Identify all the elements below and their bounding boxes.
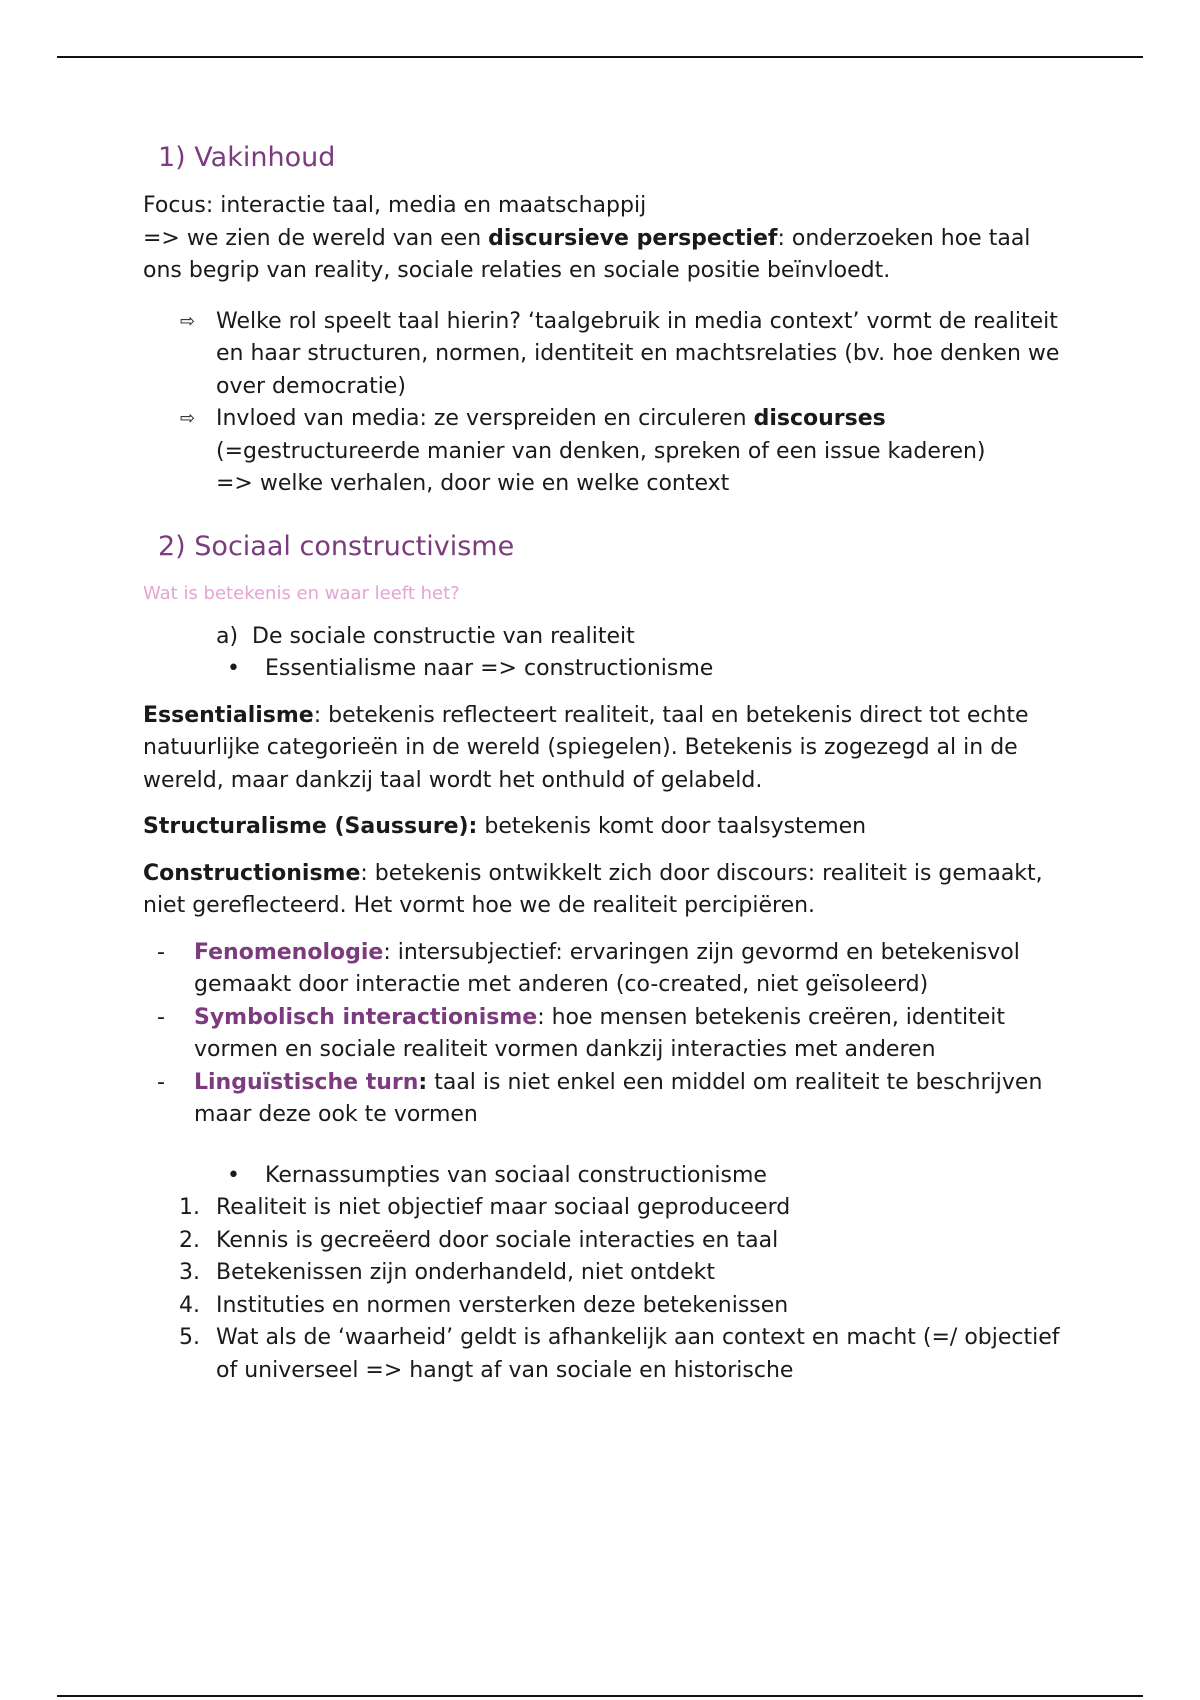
section-heading-sociaal-constructivisme: 2) Sociaal constructivisme: [158, 530, 515, 562]
bullet-icon: •: [227, 1162, 240, 1188]
numbered-item: 1. Realiteit is niet objectief maar sociaal geproduceerd: [179, 1195, 791, 1220]
term-fenomenologie: Fenomenologie: [194, 939, 384, 965]
dash-marker: -: [157, 1004, 165, 1030]
alpha-list-item: a) De sociale constructie van realiteit: [216, 623, 635, 649]
numbered-item: 3. Betekenissen zijn onderhandeld, niet ontdekt: [179, 1260, 716, 1285]
term-symbolisch-interactionisme: Symbolisch interactionisme: [194, 1004, 538, 1030]
dash-item-symbolisch-interactionisme: - Symbolisch interactionisme: hoe mensen betekenis creëren, identiteit vormen en sociale realiteit vormen dankzij interacties met anderen: [143, 1002, 1063, 1067]
section-subtitle: Wat is betekenis en waar leeft het?: [143, 582, 460, 604]
bullet-icon: •: [227, 656, 240, 681]
focus-line: Focus: interactie taal, media en maatschappij: [143, 193, 647, 218]
term-constructionisme: Constructionisme: [143, 860, 361, 886]
footer-rule: [57, 1695, 1143, 1697]
term-linguistische-turn: Linguïstische turn: [194, 1069, 419, 1095]
dash-item-fenomenologie: - Fenomenologie: intersubjectief: ervaringen zijn gevormd en betekenisvol gemaakt door interactie met anderen (co-created, niet geïsoleerd): [143, 937, 1063, 1002]
term-discourses: discourses: [753, 406, 886, 431]
term-discursieve-perspectief: discursieve perspectief: [488, 225, 778, 251]
structuralisme-paragraph: Structuralisme (Saussure): betekenis komt door taalsystemen: [143, 814, 867, 839]
numbered-item: 2. Kennis is gecreëerd door sociale interacties en taal: [179, 1227, 779, 1253]
numbered-list: [143, 1192, 1063, 1387]
arrow-icon: ⇨: [180, 408, 196, 429]
dash-list: [143, 937, 1063, 1132]
arrow-list: [143, 306, 1063, 501]
document-body: [143, 140, 1063, 1387]
arrow-icon: ⇨: [180, 310, 196, 332]
essentialisme-paragraph: Essentialisme: betekenis reflecteert realiteit, taal en betekenis direct tot echte natuurlijke categorieën in de wereld (spiegelen). Betekenis is zogezegd al in de wereld, maar dankzij taal wordt het onthuld of gelabeld.: [143, 702, 1029, 793]
section-heading-vakinhoud: 1) Vakinhoud: [158, 142, 336, 173]
arrow-item: ⇨ Invloed van media: ze verspreiden en circuleren discourses (=gestructureerde manier van denken, spreken of een issue kaderen) => welke verhalen, door wie en welke context: [143, 403, 1063, 501]
dash-marker: -: [157, 1069, 165, 1095]
numbered-item: 5. Wat als de ‘waarheid’ geldt is afhankelijk aan context en macht (=/ objectief of universeel => hangt af van sociale en historische: [179, 1325, 1060, 1383]
header-rule: [57, 56, 1143, 58]
bullet-item: • Kernassumpties van sociaal constructionisme: [143, 1160, 1063, 1193]
perspective-paragraph: => we zien de wereld van een discursieve perspectief: onderzoeken hoe taal ons begrip van reality, sociale relaties en sociale positie beïnvloedt.: [143, 225, 1031, 283]
bullet-item: • Essentialisme naar => constructionisme: [143, 653, 1063, 686]
numbered-item: 4. Instituties en normen versterken deze betekenissen: [179, 1292, 789, 1318]
constructionisme-paragraph: Constructionisme: betekenis ontwikkelt zich door discours: realiteit is gemaakt, niet gereflecteerd. Het vormt hoe we de realiteit percipiëren.: [143, 860, 1043, 918]
dash-marker: -: [157, 939, 165, 965]
arrow-item: ⇨ Welke rol speelt taal hierin? ‘taalgebruik in media context’ vormt de realiteit en haar structuren, normen, identiteit en machtsrelaties (bv. hoe denken we over democratie): [143, 306, 1063, 404]
dash-item-linguistische-turn: - Linguïstische turn: taal is niet enkel een middel om realiteit te beschrijven maar deze ook te vormen: [143, 1067, 1063, 1132]
term-essentialisme: Essentialisme: [143, 702, 314, 728]
term-structuralisme: Structuralisme (Saussure):: [143, 814, 478, 839]
